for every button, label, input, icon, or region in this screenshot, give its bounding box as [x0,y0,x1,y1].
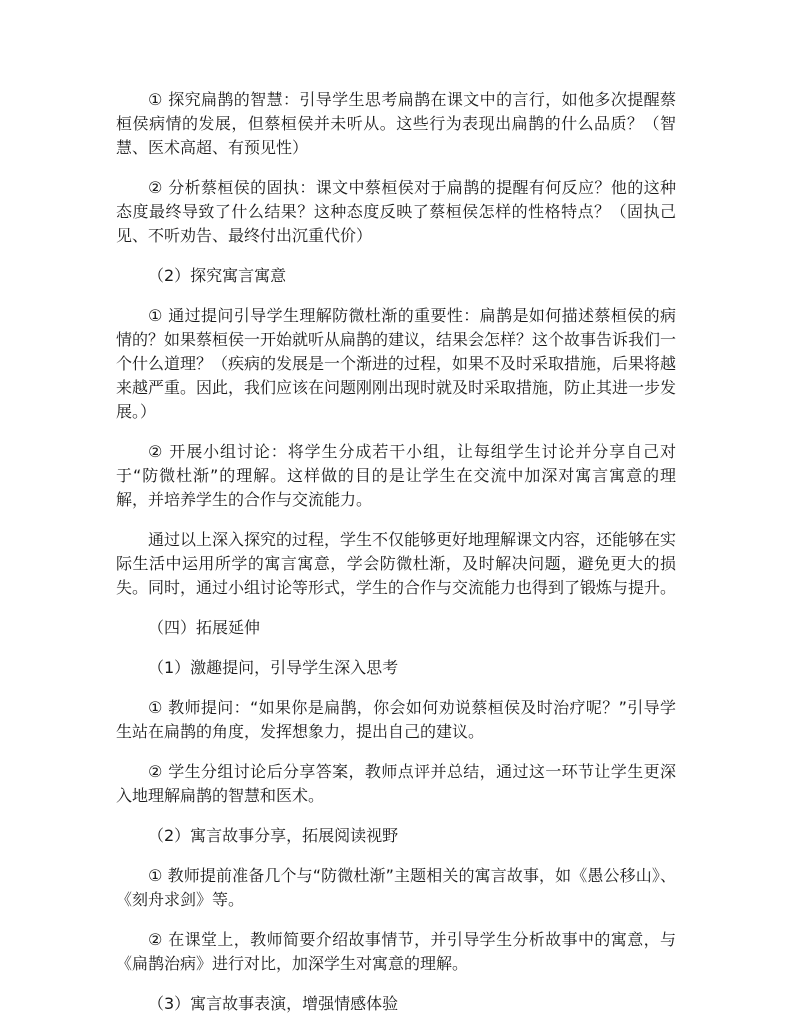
section-heading: （四）拓展延伸 [148,618,261,637]
section-heading: （2）探究寓言寓意 [148,266,287,285]
paragraph: ① 探究扁鹊的智慧：引导学生思考扁鹊在课文中的言行，如他多次提醒蔡桓侯病情的发展，但蔡桓侯并未听从。这些行为表现出扁鹊的什么品质？（智慧、医术高超、有预见性） [116,90,676,157]
section-heading: （1）激趣提问，引导学生深入思考 [148,658,399,677]
paragraph: ② 分析蔡桓侯的固执：课文中蔡桓侯对于扁鹊的提醒有何反应？他的这种态度最终导致了什么结果？这种态度反映了蔡桓侯怎样的性格特点？（固执己见、不听劝告、最终付出沉重代价） [116,178,676,245]
paragraph: ① 通过提问引导学生理解防微杜渐的重要性：扁鹊是如何描述蔡桓侯的病情的？如果蔡桓侯一开始就听从扁鹊的建议，结果会怎样？这个故事告诉我们一个什么道理？（疾病的发展是一个渐进的过程，如果不及时采取措施，后果将越来越严重。因此，我们应该在问题刚刚出现时就及时采取措施，防止其进一步发展。） [116,306,677,421]
paragraph: ① 教师提前准备几个与“防微杜渐”主题相关的寓言故事，如《愚公移山》、《刻舟求剑》等。 [116,866,676,909]
document-page [116,88,676,1032]
paragraph: ① 教师提问：“如果你是扁鹊，你会如何劝说蔡桓侯及时治疗呢？”引导学生站在扁鹊的角度，发挥想象力，提出自己的建议。 [116,698,676,741]
paragraph: 通过以上深入探究的过程，学生不仅能够更好地理解课文内容，还能够在实际生活中运用所学的寓言寓意，学会防微杜渐，及时解决问题，避免更大的损失。同时，通过小组讨论等形式，学生的合作与交流能力也得到了锻炼与提升。 [116,530,677,597]
paragraph: ② 学生分组讨论后分享答案，教师点评并总结，通过这一环节让学生更深入地理解扁鹊的智慧和医术。 [116,762,676,805]
paragraph: ② 在课堂上，教师简要介绍故事情节，并引导学生分析故事中的寓意，与《扁鹊治病》进行对比，加深学生对寓意的理解。 [116,930,676,973]
paragraph: ② 开展小组讨论：将学生分成若干小组，让每组学生讨论并分享自己对于“防微杜渐”的理解。这样做的目的是让学生在交流中加深对寓言寓意的理解，并培养学生的合作与交流能力。 [116,442,676,509]
section-heading: （3）寓言故事表演，增强情感体验 [148,994,399,1013]
section-heading: （2）寓言故事分享，拓展阅读视野 [148,826,399,845]
